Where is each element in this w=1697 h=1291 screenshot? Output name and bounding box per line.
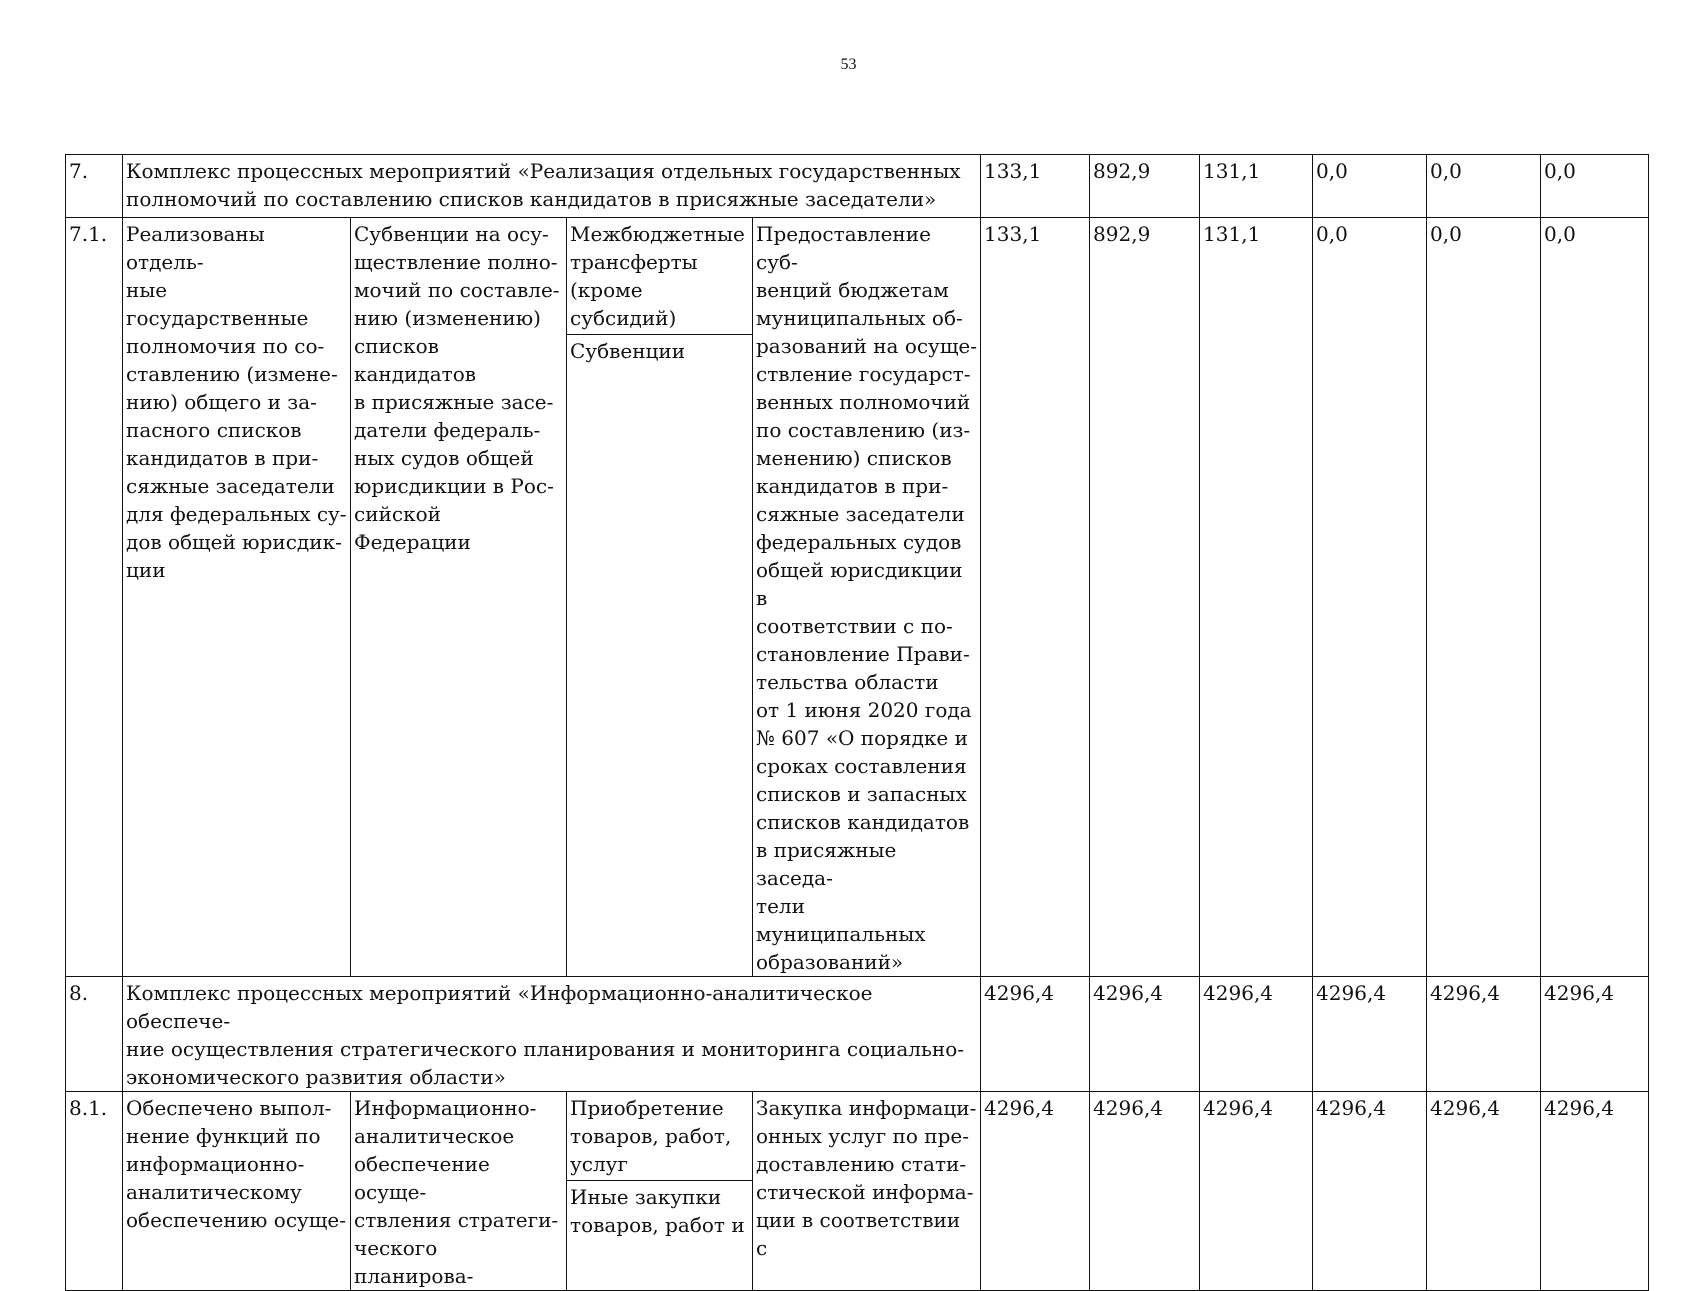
value-cell: 4296,4 bbox=[1313, 977, 1427, 1092]
value-cell: 133,1 bbox=[981, 155, 1090, 218]
measure-title: Комплекс процессных мероприятий «Реализация отдельных государственных полномочий по составлению списков кандидатов в присяжные заседатели» bbox=[123, 155, 981, 218]
row-number: 8. bbox=[66, 977, 123, 1092]
table-row bbox=[66, 155, 1649, 218]
page-number: 53 bbox=[840, 56, 857, 73]
result-cell: Реализованы отдель- ные государственные полномочия по со- ставлению (измене- нию) общего и за- пасного списков кандидатов в при- сяжные заседатели для федеральных су- дов общей юрисдик- ции bbox=[123, 218, 351, 977]
value-cell: 4296,4 bbox=[1313, 1092, 1427, 1291]
value-cell: 0,0 bbox=[1541, 218, 1649, 977]
measure-title: Комплекс процессных мероприятий «Информационно-аналитическое обеспече- ние осуществления стратегического планирования и мониторинга социально- экономического развития области» bbox=[123, 977, 981, 1092]
row-number: 7. bbox=[66, 155, 123, 218]
result-cell: Обеспечено выпол- нение функций по информационно- аналитическому обеспечению осуще- bbox=[123, 1092, 351, 1291]
value-cell: 4296,4 bbox=[1427, 1092, 1541, 1291]
table-row bbox=[66, 1092, 1649, 1291]
row-number: 8.1. bbox=[66, 1092, 123, 1291]
value-cell: 4296,4 bbox=[1090, 1092, 1200, 1291]
value-cell: 4296,4 bbox=[1541, 1092, 1649, 1291]
expense-kind-cell bbox=[567, 1092, 753, 1291]
value-cell: 0,0 bbox=[1427, 218, 1541, 977]
table-row bbox=[66, 218, 1649, 977]
expense-kind-top: Межбюджетные трансферты (кроме субсидий) bbox=[567, 218, 752, 335]
value-cell: 4296,4 bbox=[1200, 1092, 1313, 1291]
table-row bbox=[66, 977, 1649, 1092]
description-cell: Закупка информаци- онных услуг по пре- доставлению стати- стической информа- ции в соответствии с bbox=[753, 1092, 981, 1291]
value-cell: 4296,4 bbox=[981, 1092, 1090, 1291]
budget-table bbox=[65, 154, 1649, 1291]
expense-kind-bottom: Субвенции bbox=[570, 339, 686, 363]
value-cell: 4296,4 bbox=[1200, 977, 1313, 1092]
expense-kind-cell bbox=[567, 218, 753, 977]
description-cell: Предоставление суб- венций бюджетам муниципальных об- разований на осуще- ствление государст- венных полномочий по составлению (из- менению) списков кандидатов в при- сяжные заседатели федеральных судов общей юрисдикции в соответствии с по- становление Прави- тельства области от 1 июня 2020 года № 607 «О порядке и сроках составления списков и запасных списков кандидатов в присяжные заседа- тели муниципальных образований» bbox=[753, 218, 981, 977]
value-cell: 892,9 bbox=[1090, 218, 1200, 977]
value-cell: 892,9 bbox=[1090, 155, 1200, 218]
row-number: 7.1. bbox=[66, 218, 123, 977]
value-cell: 4296,4 bbox=[1541, 977, 1649, 1092]
value-cell: 0,0 bbox=[1313, 155, 1427, 218]
value-cell: 131,1 bbox=[1200, 218, 1313, 977]
expense-kind-top: Приобретение товаров, работ, услуг bbox=[567, 1092, 752, 1181]
value-cell: 4296,4 bbox=[981, 977, 1090, 1092]
value-cell: 4296,4 bbox=[1427, 977, 1541, 1092]
value-cell: 131,1 bbox=[1200, 155, 1313, 218]
value-cell: 133,1 bbox=[981, 218, 1090, 977]
purpose-cell: Субвенции на осу- ществление полно- мочий по составле- нию (изменению) списков кандидатов в присяжные засе- датели федераль- ных судов общей юрисдикции в Рос- сийской Федерации bbox=[351, 218, 567, 977]
value-cell: 0,0 bbox=[1313, 218, 1427, 977]
purpose-cell: Информационно- аналитическое обеспечение осуще- ствления стратеги- ческого планирова- bbox=[351, 1092, 567, 1291]
value-cell: 0,0 bbox=[1541, 155, 1649, 218]
expense-kind-bottom: Иные закупки товаров, работ и bbox=[570, 1185, 745, 1237]
value-cell: 0,0 bbox=[1427, 155, 1541, 218]
value-cell: 4296,4 bbox=[1090, 977, 1200, 1092]
